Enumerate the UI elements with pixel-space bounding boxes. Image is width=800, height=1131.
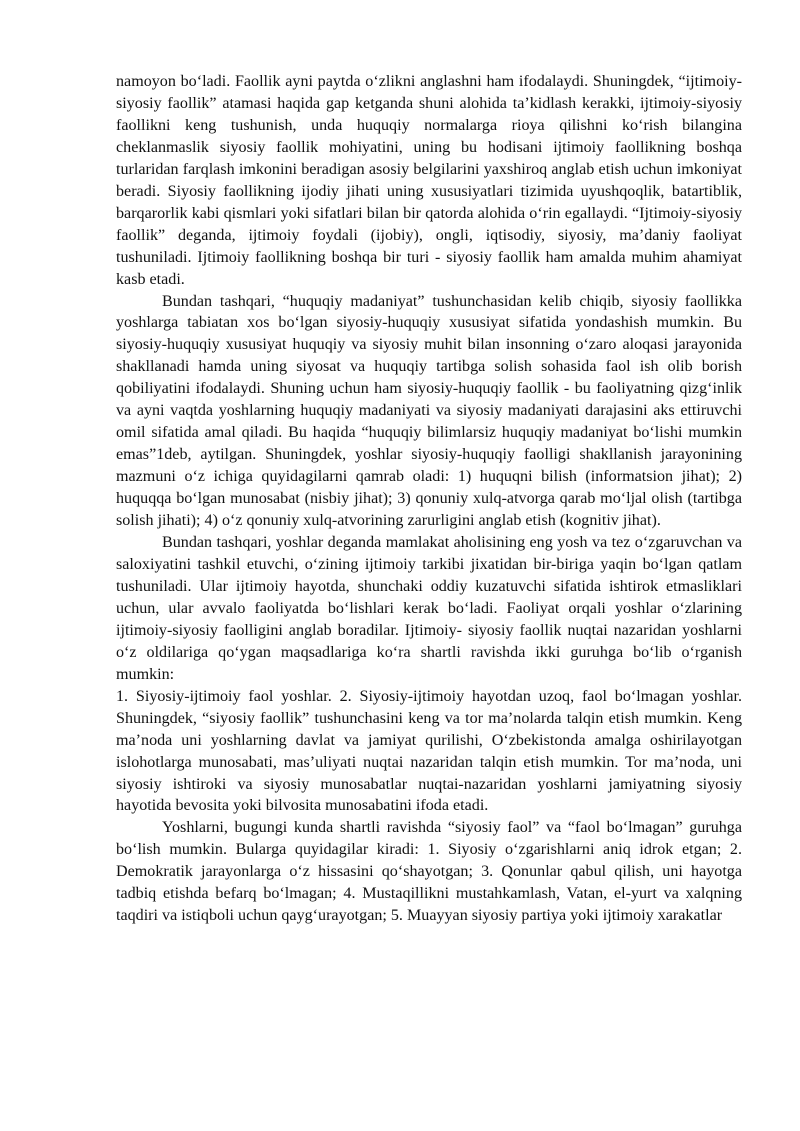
paragraph-active-youth: Yoshlarni, bugungi kunda shartli ravishda “siyosiy faol” va “faol bo‘lmagan” guruhga bo‘lish mumkin. Bularga quyidagilar kiradi: 1. Siyosiy o‘zgarishlarni aniq idrok etgan; 2. Demokratik jarayonlarga o‘z hissasini qo‘shayotgan; 3. Qonunlar qabul qilish, uni hayotga tadbiq etishda befarq bo‘lmagan; 4. Mustaqillikni mustahkamlash, Vatan, el-yurt va xalqning taqdiri va istiqboli uchun qayg‘urayotgan; 5. Muayyan siyosiy partiya yoki ijtimoiy xarakatlar <box>116 819 742 925</box>
paragraph-youth-definition: Bundan tashqari, yoshlar deganda mamlakat aholisining eng yosh va tez o‘zgaruvchan va saloxiyatini tashkil etuvchi, o‘zining ijtimoiy tarkibi jixatidan bir-biriga yaqin bo‘lgan qatlam tushuniladi. Ular ijtimoiy hayotda, shunchaki oddiy kuzatuvchi sifatida ishtirok etmasliklari uchun, ular avvalo faoliyatda bo‘lishlari kerak bo‘ladi. Faoliyat orqali yoshlar o‘zlarining ijtimoiy-siyosiy faolligini anglab boradilar. Ijtimoiy- siyosiy faollik nuqtai nazaridan yoshlarni o‘z oldilariga qo‘ygan maqsadlariga ko‘ra shartli ravishda ikki guruhga bo‘lib o‘rganish mumkin: <box>116 534 742 683</box>
paragraph-continuation: namoyon bo‘ladi. Faollik ayni paytda o‘zlikni anglashni ham ifodalaydi. Shuningdek, “ijtimoiy-siyosiy faollik” atamasi haqida gap ketganda shuni alohida ta’kidlash kerakki, ijtimoiy-siyosiy faollikni keng tushunish, unda huquqiy normalarga rioya qilishni ko‘rish bilangina cheklanmaslik siyosiy faollik mohiyatini, uning bu hodisani ijtimoiy faollikning boshqa turlaridan farqlash imkonini beradigan asosiy belgilarini yaxshiroq anglab etish uchun imkoniyat beradi. Siyosiy faollikning ijodiy jihati uning xususiyatlari tizimida uyushqoqlik, batartiblik, barqarorlik kabi qismlari yoki sifatlari bilan bir qatorda alohida o‘rin egallaydi. “Ijtimoiy-siyosiy faollik” deganda, ijtimoiy foydali (ijobiy), ongli, iqtisodiy, siyosiy, ma’daniy faoliyat tushuniladi. Ijtimoiy faollikning boshqa bir turi - siyosiy faollik ham amalda muhim ahamiyat kasb etadi. <box>116 73 742 288</box>
document-page <box>116 71 742 927</box>
paragraph-legal-culture: Bundan tashqari, “huquqiy madaniyat” tushunchasidan kelib chiqib, siyosiy faollikka yoshlarga tabiatan xos bo‘lgan siyosiy-huquqiy xususiyat sifatida yondashish mumkin. Bu siyosiy-huquqiy xususiyat huquqiy va siyosiy muhit bilan insonning o‘zaro aloqasi jarayonida shakllanadi hamda uning siyosat va huquqiy tartibga solish sohasida faol ish olib borish qobiliyatini ifodalaydi. Shuning uchun ham siyosiy-huquqiy faollik - bu faoliyatning qizg‘inlik va ayni vaqtda yoshlarning huquqiy madaniyati va siyosiy madaniyati darajasini aks ettiruvchi omil sifatida amal qiladi. Bu haqida “huquqiy bilimlarsiz huquqiy madaniyat bo‘lishi mumkin emas”1deb, aytilgan. Shuningdek, yoshlar siyosiy-huquqiy faolligi shakllanish jarayonining mazmuni o‘z ichiga quyidagilarni qamrab oladi: 1) huquqni bilish (informatsion jihat); 2) huquqqa bo‘lgan munosabat (nisbiy jihat); 3) qonuniy xulq-atvorga qarab mo‘ljal olish (tartibga solish jihati); 4) o‘z qonuniy xulq-atvorining zarurligini anglab etish (kognitiv jihat). <box>116 292 742 530</box>
paragraph-youth-groups: 1. Siyosiy-ijtimoiy faol yoshlar. 2. Siyosiy-ijtimoiy hayotdan uzoq, faol bo‘lmagan yoshlar. Shuningdek, “siyosiy faollik” tushunchasini keng va tor ma’nolarda talqin etish mumkin. Keng ma’noda uni yoshlarning davlat va jamiyat qurilishi, O‘zbekistonda amalga oshirilayotgan islohotlarga munosabati, mas’uliyati nuqtai nazaridan talqin etish mumkin. Tor ma’noda, uni siyosiy ishtiroki va siyosiy munosabatlar nuqtai-nazaridan yoshlarni jamiyatning siyosiy hayotida bevosita yoki bilvosita munosabatini ifoda etadi. <box>116 687 742 815</box>
